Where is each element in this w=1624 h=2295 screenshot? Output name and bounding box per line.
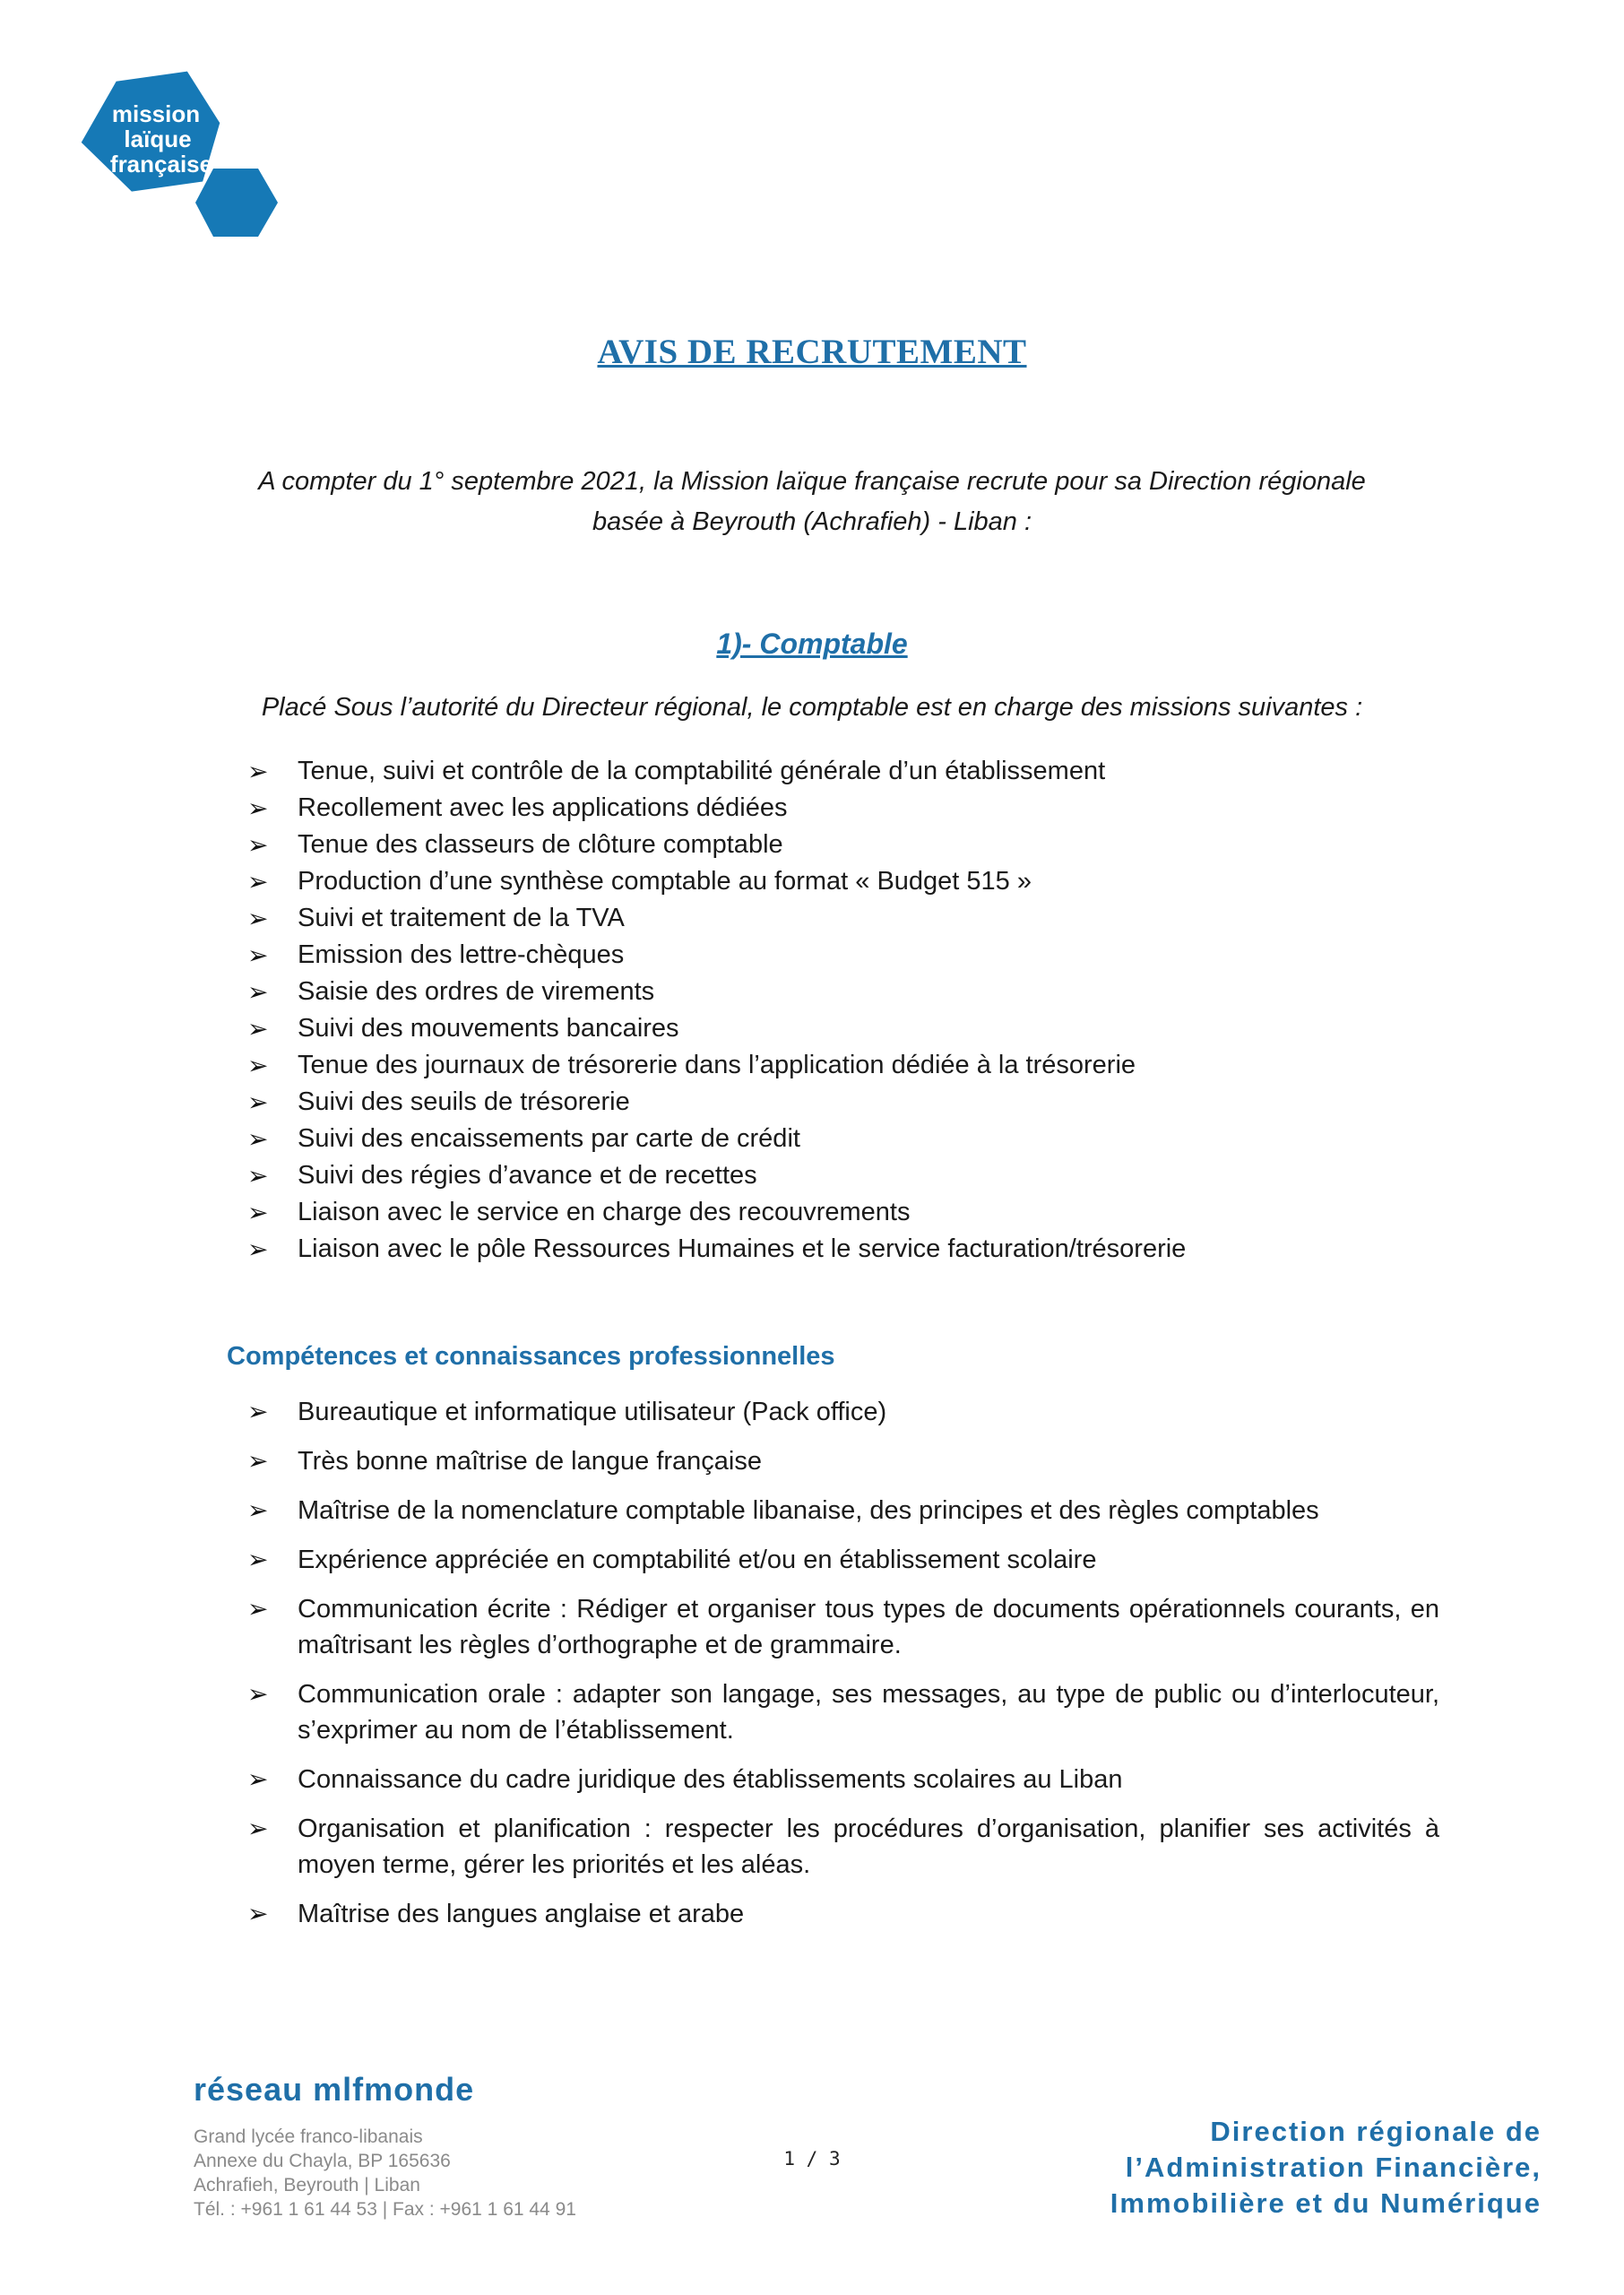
arrow-bullet-icon: ➢ — [247, 757, 269, 786]
arrow-bullet-icon: ➢ — [247, 1545, 269, 1574]
missions-list — [247, 753, 1457, 1268]
footer-brand: réseau mlfmonde — [194, 2071, 475, 2108]
list-item — [247, 1231, 1457, 1268]
list-item-text: Suivi des seuils de trésorerie — [298, 1087, 630, 1116]
page-number: 1 / 3 — [783, 2148, 841, 2169]
arrow-bullet-icon: ➢ — [247, 793, 269, 823]
footer-direction — [1110, 2114, 1542, 2221]
direction-line: Immobilière et du Numérique — [1110, 2187, 1542, 2219]
list-item-text: Expérience appréciée en comptabilité et/ou en établissement scolaire — [298, 1546, 1097, 1574]
logo-line2: laïque — [124, 126, 192, 152]
list-item — [247, 1121, 1457, 1157]
list-item-text: Bureautique et informatique utilisateur (Pack office) — [298, 1398, 887, 1426]
intro-line1: A compter du 1° septembre 2021, la Mission laïque française recrute pour sa Direction régionale — [258, 467, 1366, 496]
list-item — [247, 1896, 1439, 1932]
list-item — [247, 900, 1457, 937]
list-item-text: Tenue des journaux de trésorerie dans l’application dédiée à la trésorerie — [298, 1051, 1136, 1079]
arrow-bullet-icon: ➢ — [247, 830, 269, 860]
list-item-text: Suivi et traitement de la TVA — [298, 904, 625, 932]
page-title: AVIS DE RECRUTEMENT — [597, 333, 1027, 371]
arrow-bullet-icon: ➢ — [247, 1087, 269, 1117]
list-item-text: Emission des lettre-chèques — [298, 940, 625, 969]
list-item — [247, 1762, 1439, 1797]
intro-text — [179, 462, 1445, 542]
list-item — [247, 1084, 1457, 1121]
mlf-logo — [70, 70, 294, 249]
arrow-bullet-icon: ➢ — [247, 1234, 269, 1264]
list-item-text: Tenue des classeurs de clôture comptable — [298, 830, 783, 859]
arrow-bullet-icon: ➢ — [247, 1594, 269, 1624]
arrow-bullet-icon: ➢ — [247, 1814, 269, 1843]
footer-address — [194, 2125, 576, 2221]
list-item — [247, 1010, 1457, 1047]
list-item-text: Organisation et planification : respecter les procédures d’organisation, planifier ses activités à moyen terme, gérer les priorités et les aléas. — [298, 1814, 1439, 1879]
skills-list — [247, 1394, 1439, 1945]
list-item-text: Très bonne maîtrise de langue française — [298, 1447, 762, 1476]
list-item — [247, 1493, 1439, 1529]
list-item-text: Tenue, suivi et contrôle de la comptabilité générale d’un établissement — [298, 757, 1106, 785]
list-item — [247, 937, 1457, 974]
arrow-bullet-icon: ➢ — [247, 1495, 269, 1525]
arrow-bullet-icon: ➢ — [247, 1161, 269, 1191]
list-item — [247, 1194, 1457, 1231]
list-item — [247, 1676, 1439, 1748]
arrow-bullet-icon: ➢ — [247, 1198, 269, 1227]
list-item-text: Connaissance du cadre juridique des établissements scolaires au Liban — [298, 1765, 1123, 1794]
list-item-text: Saisie des ordres de virements — [298, 977, 655, 1006]
list-item-text: Suivi des régies d’avance et de recettes — [298, 1161, 757, 1190]
arrow-bullet-icon: ➢ — [247, 1764, 269, 1794]
arrow-bullet-icon: ➢ — [247, 940, 269, 970]
arrow-bullet-icon: ➢ — [247, 1051, 269, 1080]
list-item — [247, 790, 1457, 827]
arrow-bullet-icon: ➢ — [247, 977, 269, 1007]
list-item — [247, 1443, 1439, 1479]
list-item-text: Communication écrite : Rédiger et organiser tous types de documents opérationnels courants, en maîtrisant les règles d’orthographe et de grammaire. — [298, 1595, 1439, 1659]
list-item — [247, 1811, 1439, 1883]
direction-line: Direction régionale de — [1210, 2116, 1542, 2147]
list-item — [247, 974, 1457, 1010]
list-item-text: Communication orale : adapter son langage, ses messages, au type de public ou d’interlocuteur, s’exprimer au nom de l’établissement. — [298, 1680, 1439, 1745]
direction-line: l’Administration Financière, — [1125, 2152, 1542, 2183]
list-item-text: Suivi des mouvements bancaires — [298, 1014, 679, 1043]
list-item-text: Liaison avec le pôle Ressources Humaines et le service facturation/trésorerie — [298, 1234, 1187, 1263]
list-item-text: Maîtrise des langues anglaise et arabe — [298, 1900, 745, 1928]
skills-heading: Compétences et connaissances professionnelles — [227, 1342, 835, 1371]
address-line: Annexe du Chayla, BP 165636 — [194, 2151, 451, 2171]
section-heading: 1)- Comptable — [716, 628, 908, 660]
arrow-bullet-icon: ➢ — [247, 1124, 269, 1154]
list-item — [247, 1542, 1439, 1578]
arrow-bullet-icon: ➢ — [247, 1679, 269, 1709]
arrow-bullet-icon: ➢ — [247, 1899, 269, 1928]
list-item — [247, 863, 1457, 900]
list-item — [247, 1157, 1457, 1194]
arrow-bullet-icon: ➢ — [247, 1446, 269, 1476]
list-item-text: Liaison avec le service en charge des recouvrements — [298, 1198, 911, 1226]
list-item-text: Recollement avec les applications dédiées — [298, 793, 788, 822]
arrow-bullet-icon: ➢ — [247, 1397, 269, 1426]
list-item-text: Suivi des encaissements par carte de crédit — [298, 1124, 800, 1153]
arrow-bullet-icon: ➢ — [247, 904, 269, 933]
list-item — [247, 827, 1457, 863]
list-item — [247, 753, 1457, 790]
section-lead: Placé Sous l’autorité du Directeur régional, le comptable est en charge des missions suivantes : — [261, 693, 1363, 722]
list-item — [247, 1591, 1439, 1663]
list-item-text: Production d’une synthèse comptable au format « Budget 515 » — [298, 867, 1032, 896]
address-line: Tél. : +961 1 61 44 53 | Fax : +961 1 61 44 91 — [194, 2199, 576, 2220]
logo-line1: mission — [111, 100, 201, 127]
list-item-text: Maîtrise de la nomenclature comptable libanaise, des principes et des règles comptables — [298, 1496, 1319, 1525]
list-item — [247, 1047, 1457, 1084]
address-line: Achrafieh, Beyrouth | Liban — [194, 2175, 420, 2195]
intro-line2: basée à Beyrouth (Achrafieh) - Liban : — [592, 507, 1032, 536]
arrow-bullet-icon: ➢ — [247, 1014, 269, 1044]
address-line: Grand lycée franco-libanais — [194, 2126, 423, 2147]
list-item — [247, 1394, 1439, 1430]
logo-line3: française — [109, 151, 213, 178]
arrow-bullet-icon: ➢ — [247, 867, 269, 896]
